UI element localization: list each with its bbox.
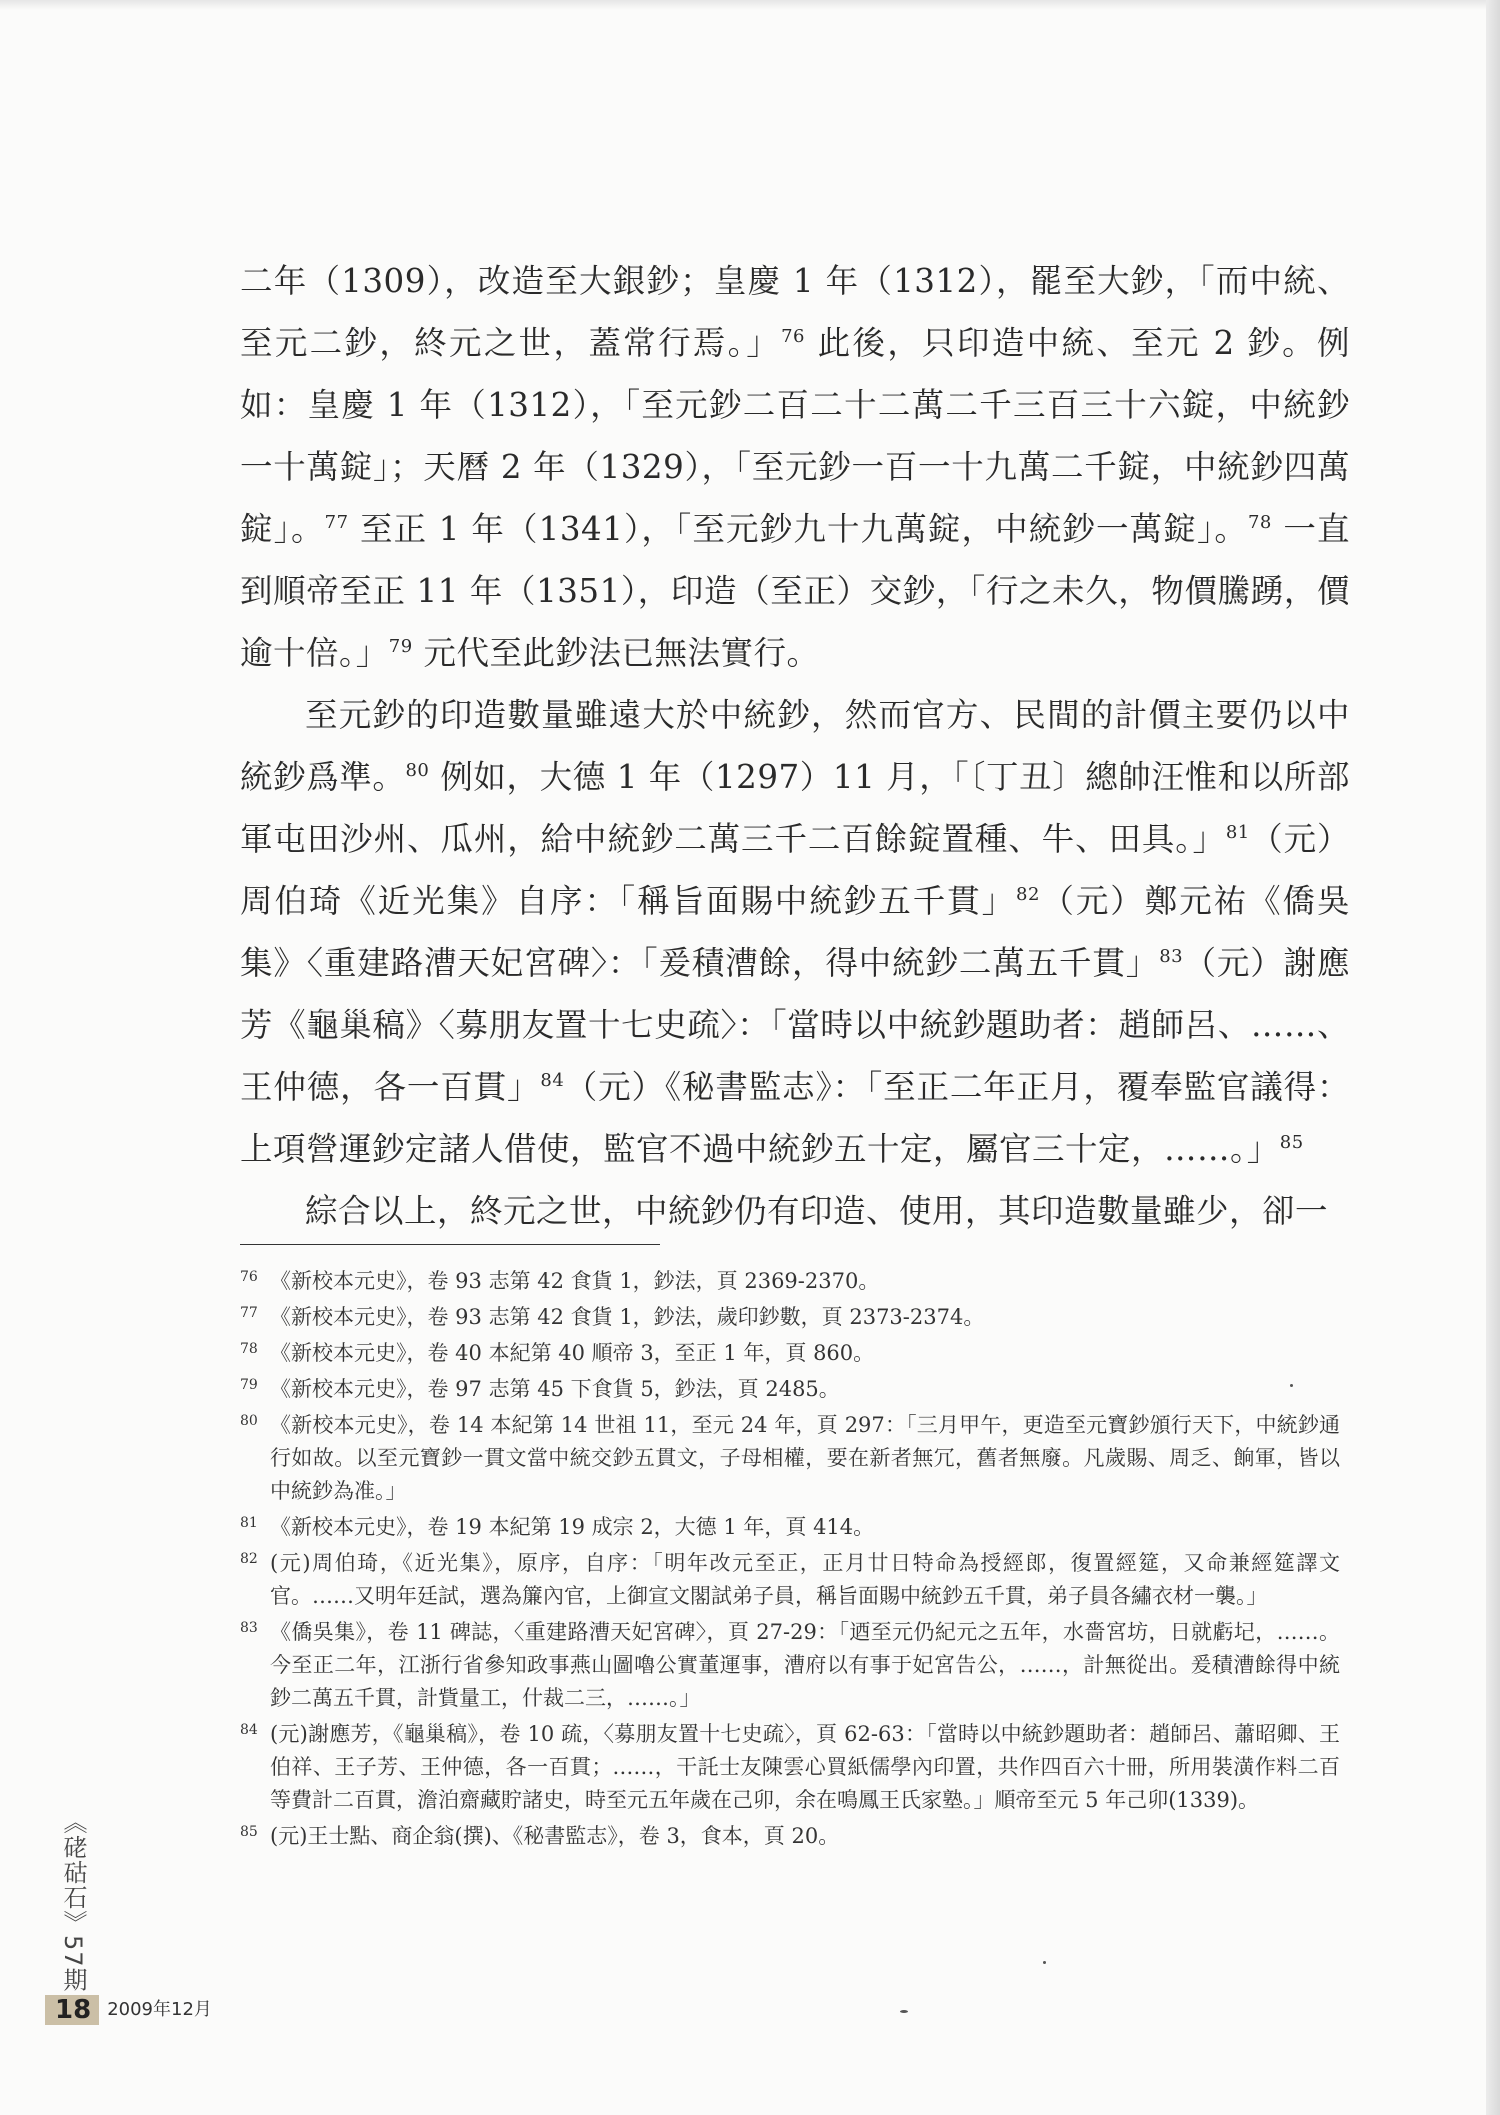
body-text-segment: （元）謝應芳《龜巢稿》〈募朋友置十七史疏〉：「當時以中統鈔題助者：趙師呂、……、王仲德，各一百貫」: [240, 944, 1350, 1106]
body-text-segment: （元）《秘書監志》：「至正二年正月，覆奉監官議得：上項營運鈔定諸人借使，監官不過中統鈔五十定，屬官三十定，……。」: [240, 1068, 1350, 1168]
footnote-number: 76: [240, 1269, 258, 1285]
footnote-number: 79: [240, 1377, 258, 1393]
footnote-number: 78: [240, 1341, 258, 1357]
footnote-number: 80: [240, 1413, 258, 1429]
footnote: [240, 1337, 1340, 1370]
footnote-text: 《僑吳集》，卷 11 碑誌，〈重建路漕天妃宮碑〉，頁 27-29：「迺至元仍紀元之五年，水嗇宮坊，日就虧圮，……。今至正二年，江浙行省參知政事燕山圖嚕公實董運事，漕府以有事于妃宮告公，……，計無從出。爰積漕餘得中統鈔二萬五千貫，計貲量工，什裁二三，……。」: [270, 1620, 1340, 1710]
body-text-segment: （元）周伯琦《近光集》自序：「稱旨面賜中統鈔五千貫」: [240, 820, 1350, 920]
scan-speck: [900, 2010, 908, 2013]
footnote-reference: 81: [1225, 822, 1250, 844]
body-paragraph: [240, 250, 1350, 684]
footnote-reference: 82: [1016, 884, 1040, 906]
body-paragraph: [240, 1180, 1350, 1242]
footnote-reference: 76: [781, 326, 805, 348]
footnote: [240, 1409, 1340, 1508]
body-text-segment: 一直到順帝至正 11 年（1351），印造（至正）交鈔，「行之未久，物價騰踴，價逾十倍。」: [240, 510, 1350, 672]
footnote-reference: 79: [388, 636, 413, 658]
footnote-text: 《新校本元史》，卷 40 本紀第 40 順帝 3，至正 1 年，頁 860。: [270, 1341, 875, 1365]
footnote-reference: 80: [405, 760, 430, 782]
footnote: [240, 1718, 1340, 1817]
footnote-reference: 77: [324, 512, 349, 534]
footnote-number: 85: [240, 1824, 258, 1840]
body-text-segment: 元代至此鈔法已無法實行。: [412, 634, 820, 672]
body-text-segment: 綜合以上，終元之世，中統鈔仍有印造、使用，其印造數量雖少，卻一: [305, 1192, 1329, 1230]
scan-speck: [1043, 1961, 1046, 1964]
scan-speck: [1290, 1384, 1293, 1387]
footnote-reference: 85: [1279, 1132, 1304, 1154]
footnote-text: 《新校本元史》，卷 93 志第 42 食貨 1，鈔法，頁 2369-2370。: [270, 1269, 880, 1293]
body-text-segment: 例如，大德 1 年（1297）11 月，「〔丁丑〕總帥汪惟和以所部軍屯田沙州、瓜州，給中統鈔二萬三千二百餘錠置種、牛、田具。」: [240, 758, 1350, 858]
footnote-number: 77: [240, 1305, 258, 1321]
page-edge: [1486, 0, 1500, 2115]
footnote-number: 84: [240, 1722, 258, 1738]
footnote-text: (元)王士點、商企翁(撰)、《秘書監志》，卷 3，食本，頁 20。: [270, 1824, 840, 1848]
footnote-number: 83: [240, 1620, 258, 1636]
footnote: [240, 1820, 1340, 1853]
body-text-segment: 至元鈔的印造數量雖遠大於中統鈔，然而官方、民間的計價主要仍以中統鈔爲準。: [240, 696, 1350, 796]
scan-top-shadow: [0, 0, 1500, 10]
footnote: [240, 1373, 1340, 1406]
footnote-text: (元)周伯琦，《近光集》，原序，自序：「明年改元至正，正月廿日特命為授經郎，復置經筵，又命兼經筵譯文官。……又明年廷試，選為簾內官，上御宣文閣試弟子員，稱旨面賜中統鈔五千貫，弟子員各繡衣材一襲。」: [270, 1551, 1340, 1608]
footnote-number: 82: [240, 1551, 258, 1567]
footnote-text: 《新校本元史》，卷 97 志第 45 下食貨 5，鈔法，頁 2485。: [270, 1377, 840, 1401]
footnote-reference: 78: [1247, 512, 1272, 534]
issue-date: 2009年12月: [107, 1999, 212, 2020]
issue-line: [45, 1995, 212, 2025]
body-text: [240, 250, 1350, 1242]
footnotes: [240, 1265, 1340, 1856]
body-text-segment: 此後，只印造中統、至元 2 鈔。例如：皇慶 1 年（1312），「至元鈔二百二十二萬二千三百三十六錠，中統鈔一十萬錠」；天曆 2 年（1329），「至元鈔一百一十九萬二千錠，中統鈔四萬錠」。: [240, 324, 1350, 548]
body-text-segment: 二年（1309），改造至大銀鈔；皇慶 1 年（1312），罷至大鈔，「而中統、至元二鈔，終元之世，蓋常行焉。」: [240, 262, 1350, 362]
footnote-text: 《新校本元史》，卷 19 本紀第 19 成宗 2，大德 1 年，頁 414。: [270, 1515, 875, 1539]
journal-title: 《硓𥑮石》57期: [59, 1810, 87, 1993]
body-text-segment: 至正 1 年（1341），「至元鈔九十九萬錠，中統鈔一萬錠」。: [348, 510, 1248, 548]
footnote-reference: 84: [540, 1070, 565, 1092]
footnote: [240, 1547, 1340, 1613]
footnote-number: 81: [240, 1515, 258, 1531]
footnote: [240, 1511, 1340, 1544]
footnote: [240, 1301, 1340, 1334]
footnote-text: (元)謝應芳，《龜巢稿》，卷 10 疏，〈募朋友置十七史疏〉，頁 62-63：「當時以中統鈔題助者：趙師呂、蕭昭卿、王伯祥、王子芳、王仲德，各一百貫；……，干託士友陳雲心買紙儒學內印置，共作四百六十冊，所用裝潢作料二百等費計二百貫，澹泊齋藏貯諸史，時至元五年歲在己卯，余在鳴鳳王氏家塾。」順帝至元 5 年己卯(1339)。: [270, 1722, 1340, 1812]
footnote-reference: 83: [1159, 946, 1184, 968]
body-paragraph: [240, 684, 1350, 1180]
footnote: [240, 1616, 1340, 1715]
footnote: [240, 1265, 1340, 1298]
body-text-segment: （元）鄭元祐《僑吳集》〈重建路漕天妃宮碑〉：「爰積漕餘，得中統鈔二萬五千貫」: [240, 882, 1350, 982]
footnote-text: 《新校本元史》，卷 93 志第 42 食貨 1，鈔法，歲印鈔數，頁 2373-2374。: [270, 1305, 985, 1329]
page-number: 18: [45, 1995, 99, 2025]
footnote-separator: [240, 1244, 660, 1245]
footnote-text: 《新校本元史》，卷 14 本紀第 14 世祖 11，至元 24 年，頁 297：「三月甲午，更造至元寶鈔頒行天下，中統鈔通行如故。以至元寶鈔一貫文當中統交鈔五貫文，子母相權，要在新者無冗，舊者無廢。凡歲賜、周乏、餉軍，皆以中統鈔為准。」: [270, 1413, 1340, 1503]
